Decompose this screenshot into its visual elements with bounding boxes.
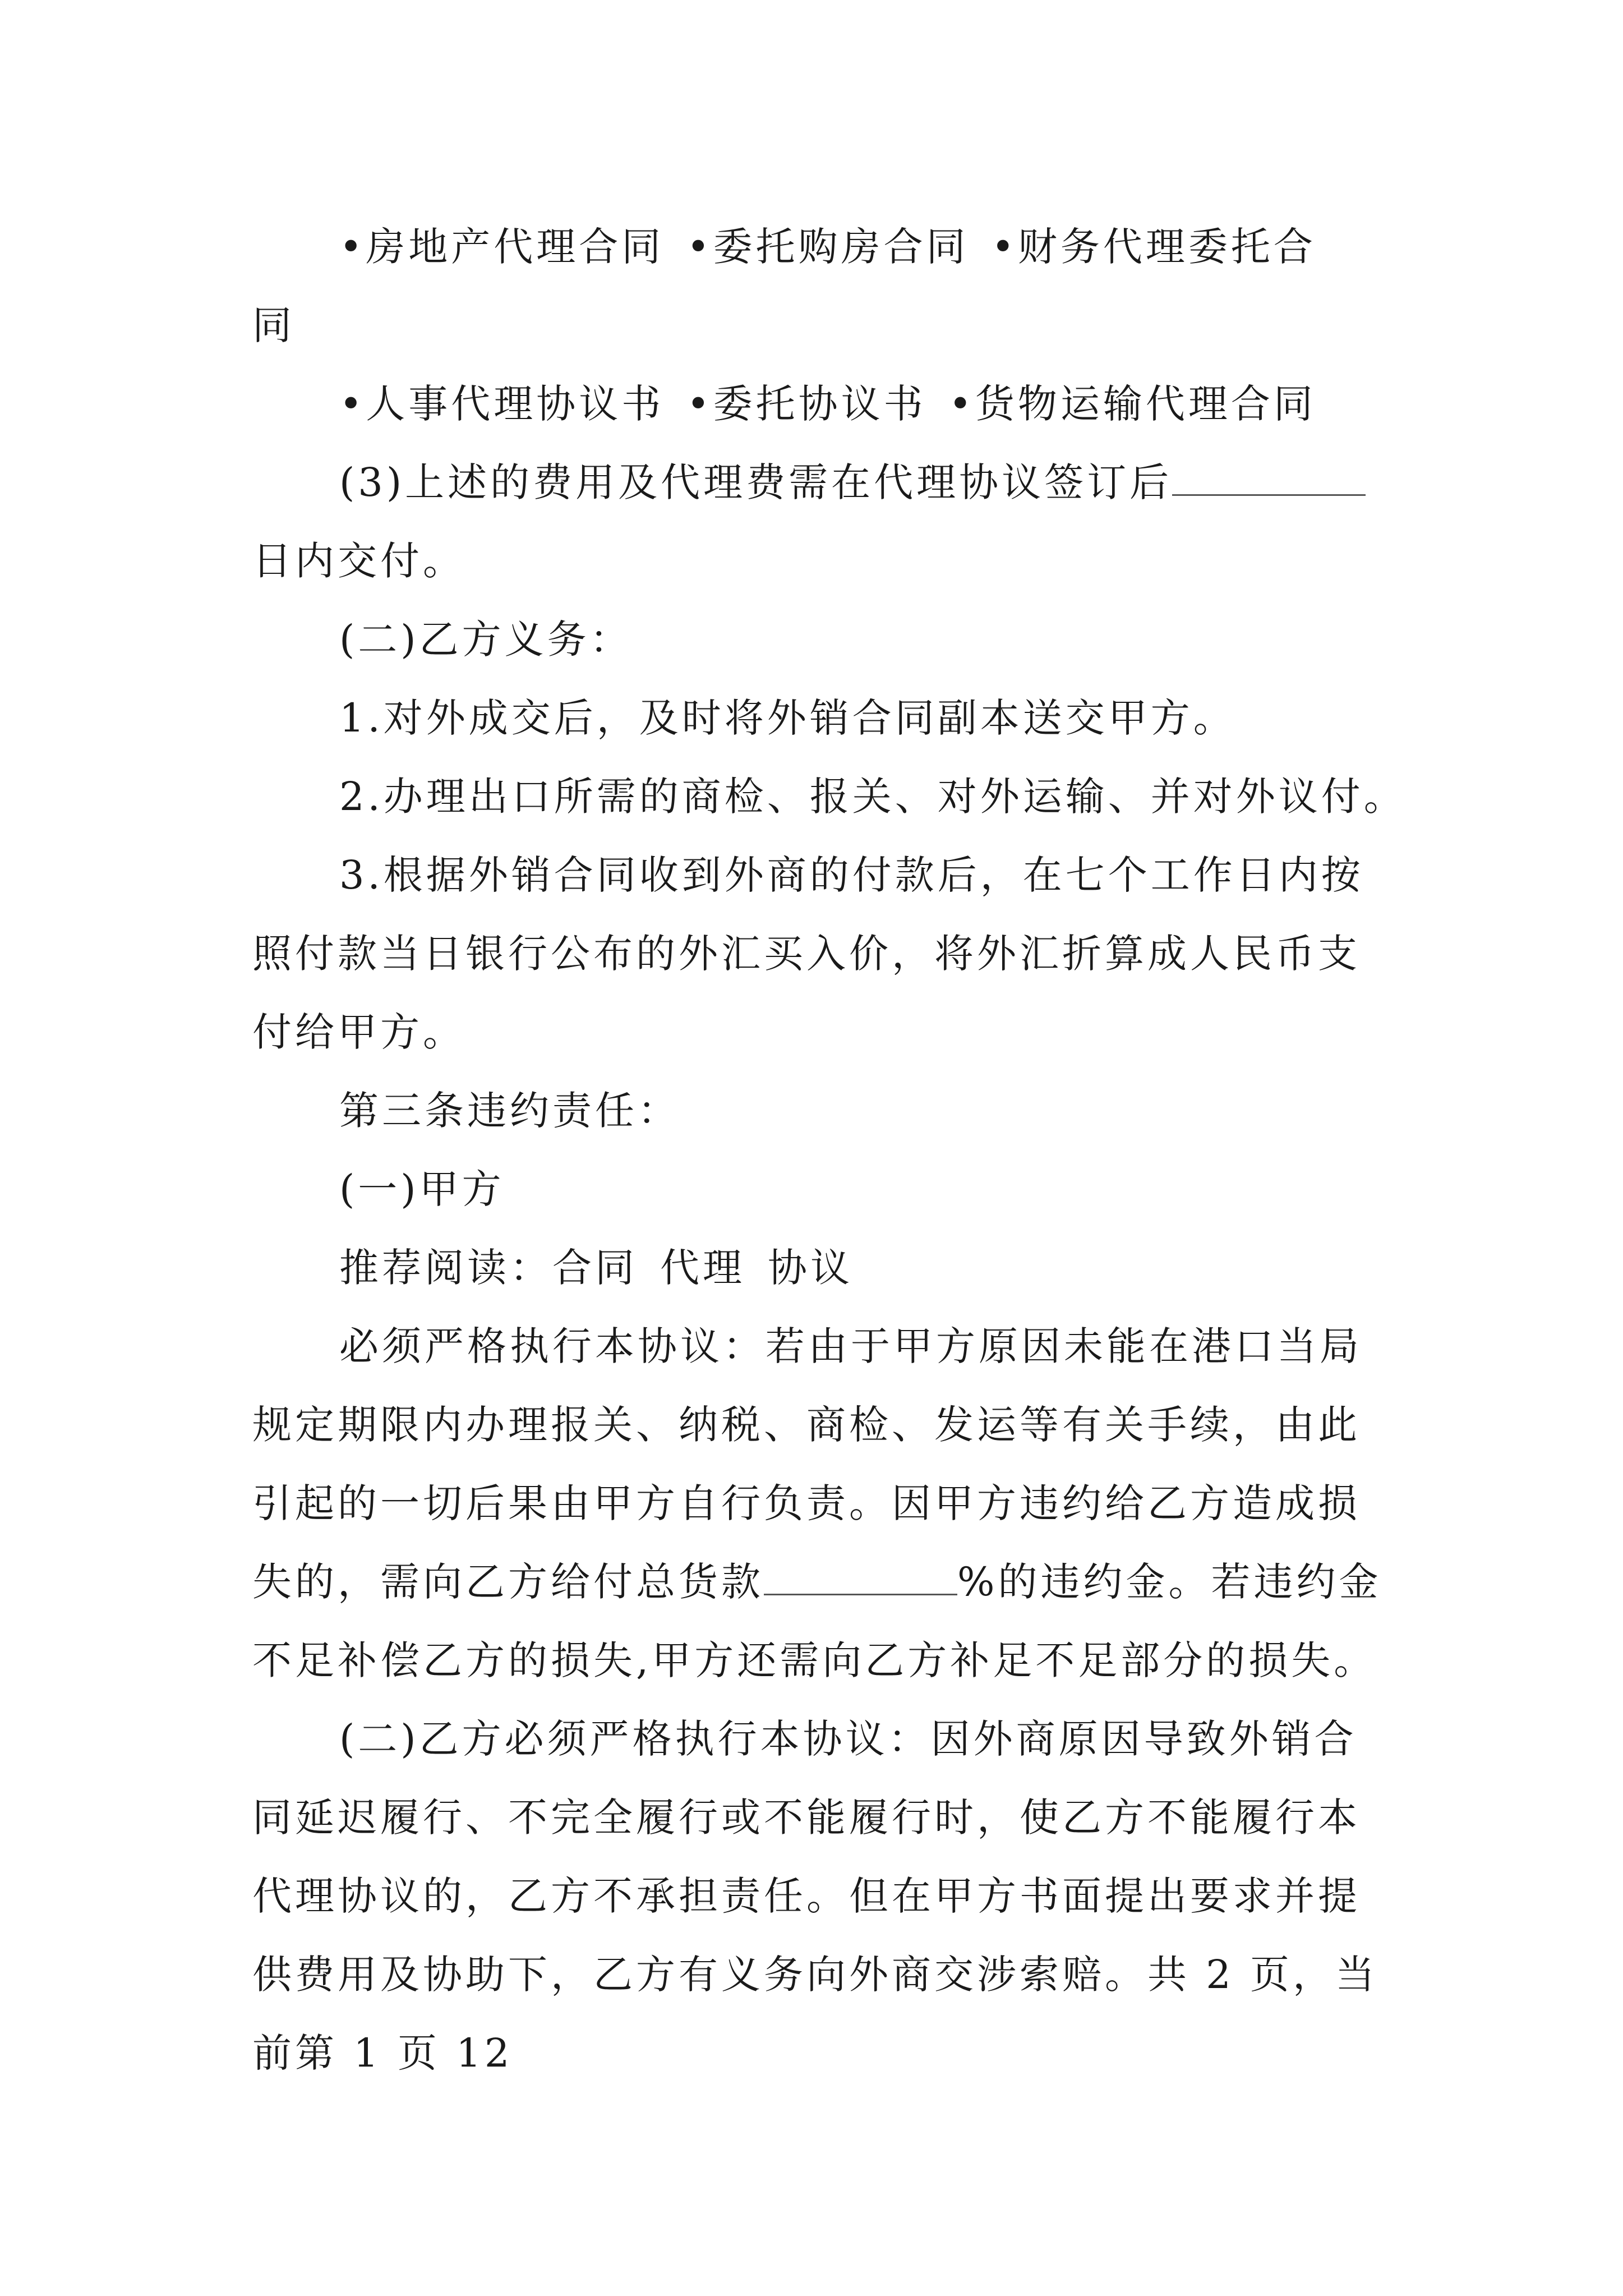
fill-blank xyxy=(1172,455,1366,496)
article-heading: 第三条违约责任： xyxy=(339,1088,680,1134)
paragraph-line: 引起的一切后果由甲方自行负责。因甲方违约给乙方造成损 xyxy=(252,1480,1361,1526)
related-link-wrap[interactable]: 同 xyxy=(252,302,295,348)
duty-item: 3.根据外销合同收到外商的付款后，在七个工作日内按 xyxy=(339,852,1364,898)
paragraph-line: 必须严格执行本协议：若由于甲方原因未能在港口当局 xyxy=(339,1323,1362,1369)
related-links-row xyxy=(252,365,1380,443)
recommend-tag[interactable]: 代理 xyxy=(660,1245,745,1291)
related-links-row xyxy=(252,208,1380,286)
related-link[interactable]: •委托协议书 xyxy=(686,381,926,427)
paragraph-text: 失的，需向乙方给付总货款 xyxy=(252,1559,764,1605)
paragraph-line xyxy=(252,1543,1380,1621)
recommend-label: 推荐阅读： xyxy=(339,1245,552,1291)
duty-item-cont: 照付款当日银行公布的外汇买入价，将外汇折算成人民币支 xyxy=(252,931,1361,977)
party-a-heading: (一)甲方 xyxy=(339,1166,505,1212)
recommend-tag[interactable]: 合同 xyxy=(552,1245,638,1291)
recommend-reading xyxy=(252,1228,1380,1307)
related-link[interactable]: •委托购房合同 xyxy=(686,224,969,270)
party-b-duties-heading: (二)乙方义务： xyxy=(339,616,633,662)
fee-clause-cont: 日内交付。 xyxy=(252,538,465,584)
fee-clause xyxy=(252,443,1380,522)
paragraph-line: 同延迟履行、不完全履行或不能履行时，使乙方不能履行本 xyxy=(252,1795,1361,1841)
paragraph-line: 供费用及协助下，乙方有义务向外商交涉索赔。共 2 页，当 xyxy=(252,1952,1378,1998)
paragraph-line: 代理协议的，乙方不承担责任。但在甲方书面提出要求并提 xyxy=(252,1873,1361,1919)
duty-item-cont: 付给甲方。 xyxy=(252,1009,465,1055)
related-link[interactable]: •房地产代理合同 xyxy=(339,224,665,270)
paragraph-line: 规定期限内办理报关、纳税、商检、发运等有关手续，由此 xyxy=(252,1402,1361,1448)
recommend-tag[interactable]: 协议 xyxy=(768,1245,853,1291)
duty-item: 2.办理出口所需的商检、报关、对外运输、并对外议付。 xyxy=(339,774,1407,820)
fill-blank xyxy=(764,1554,957,1595)
paragraph-line: (二)乙方必须严格执行本协议：因外商原因导致外销合 xyxy=(339,1716,1357,1762)
related-link[interactable]: •财务代理委托合 xyxy=(991,224,1316,270)
fee-clause-text: (3)上述的费用及代理费需在代理协议签订后 xyxy=(339,459,1173,505)
page-indicator: 前第 1 页 12 xyxy=(252,2030,513,2076)
paragraph-line: 不足补偿乙方的损失,甲方还需向乙方补足不足部分的损失。 xyxy=(252,1637,1377,1683)
related-link[interactable]: •货物运输代理合同 xyxy=(948,381,1316,427)
related-link[interactable]: •人事代理协议书 xyxy=(339,381,665,427)
duty-item: 1.对外成交后，及时将外销合同副本送交甲方。 xyxy=(339,695,1236,741)
document-page xyxy=(252,208,1407,2092)
paragraph-text: %的违约金。若违约金 xyxy=(957,1559,1382,1605)
